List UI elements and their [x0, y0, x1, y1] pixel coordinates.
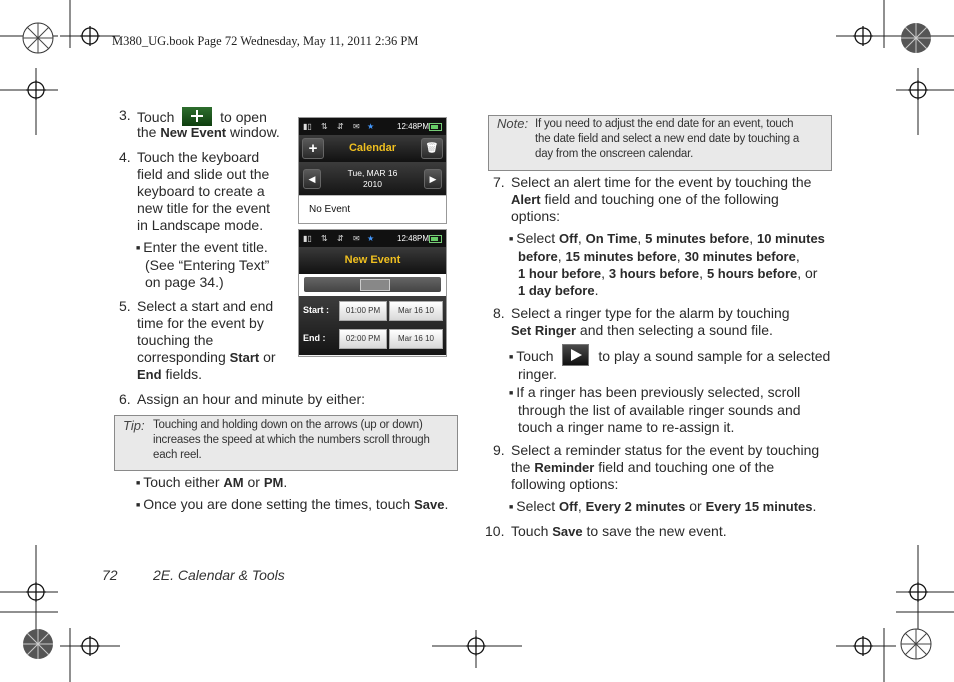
step4-text: Touch the keyboard field and slide out the keyboard to create a new title for the event in Landscape mode.: [137, 149, 271, 233]
screen-title: Calendar: [348, 142, 397, 154]
signal-icon: ▮▯: [303, 122, 312, 131]
bullet-save: ■ Once you are done setting the times, touch Save.: [136, 496, 449, 512]
running-head: M380_UG.book Page 72 Wednesday, May 11, 2011 2:36 PM: [112, 34, 419, 48]
add-event-button[interactable]: +: [302, 138, 324, 159]
tip-box: [114, 415, 458, 471]
selected-date: Tue, MAR 16 2010: [347, 168, 398, 189]
step8-text: Select a ringer type for the alarm by touching Set Ringer and then selecting a sound file.: [511, 305, 790, 338]
battery-icon: [429, 123, 442, 131]
message-icon: ✉: [353, 234, 360, 243]
screen-title: New Event: [299, 247, 446, 274]
calendar-screenshot: [298, 117, 447, 224]
section-title: 2E. Calendar & Tools: [153, 567, 285, 583]
event-item: No Event: [309, 204, 351, 215]
network-icon: ⇅: [321, 234, 328, 243]
start-label: Start :: [303, 305, 330, 315]
step-number: 5.: [119, 298, 131, 314]
clock: 12:48PM: [397, 122, 430, 131]
step3-line2: the New Event window.: [137, 124, 280, 140]
step4-bullet: ■ Enter the event title. (See “Entering Text” on page 34.): [136, 239, 270, 290]
status-bar: [299, 118, 446, 135]
note-box: [488, 115, 832, 171]
trash-icon[interactable]: 🗑: [421, 138, 443, 159]
step-number: 9.: [493, 442, 505, 458]
calendar-title-bar: [299, 135, 446, 162]
tip-label: Tip:: [123, 418, 145, 433]
note-text: If you need to adjust the end date for an event, touch the date field and select a new end date by touching a day from the onscreen calendar.: [535, 118, 800, 160]
data-icon: ⇵: [337, 122, 344, 131]
battery-icon: [429, 235, 442, 243]
data-icon: ⇵: [337, 234, 344, 243]
keyboard-icon: [360, 279, 390, 291]
new-event-screenshot: [298, 229, 447, 357]
bullet-am-pm: ■ Touch either AM or PM.: [136, 474, 288, 490]
prev-day-button[interactable]: ◀: [303, 169, 321, 189]
step7-bullet: ■ Select Off, On Time, 5 minutes before, 10 minutes before, 15 minutes before, 30 minutes before, 1 hour before, 3 hours before, 5 hours before, or 1 day before.: [509, 230, 825, 298]
end-date-field[interactable]: Mar 16 10: [389, 329, 443, 349]
network-icon: ⇅: [321, 122, 328, 131]
step-number: 4.: [119, 149, 131, 165]
date-navigator: [299, 162, 446, 195]
step-number: 10.: [485, 523, 505, 539]
step7-text: Select an alert time for the event by touching the Alert field and touching one of the following options:: [511, 174, 812, 224]
keyboard-field[interactable]: [304, 277, 441, 292]
note-label: Note:: [497, 116, 529, 131]
signal-icon: ▮▯: [303, 234, 312, 243]
bluetooth-icon: ★: [367, 234, 375, 243]
step9-text: Select a reminder status for the event by touching the Reminder field and touching one of the following options:: [511, 442, 820, 492]
tip-text: Touching and holding down on the arrows (up or down) increases the speed at which the numbers scroll through each reel.: [153, 419, 430, 461]
title-input-row: [299, 274, 446, 296]
message-icon: ✉: [353, 122, 360, 131]
start-time-field[interactable]: 01:00 PM: [339, 301, 387, 321]
page-number: 72: [102, 567, 118, 583]
step8-bullet-scroll: ■ If a ringer has been previously selected, scroll through the list of available ringer sounds and touch a ringer name to re-assign it.: [509, 384, 801, 435]
start-date-field[interactable]: Mar 16 10: [389, 301, 443, 321]
step-number: 7.: [493, 174, 505, 190]
step3-line1: Touch to open: [137, 109, 267, 125]
end-label: End :: [303, 333, 326, 343]
end-time-field[interactable]: 02:00 PM: [339, 329, 387, 349]
step8-bullet-play: ■ Touch to play a sound sample for a selected ringer.: [509, 344, 830, 383]
step-number: 6.: [119, 391, 131, 407]
step-number: 8.: [493, 305, 505, 321]
step9-bullet: ■ Select Off, Every 2 minutes or Every 15 minutes.: [509, 498, 817, 514]
time-fields: [299, 296, 446, 355]
clock: 12:48PM: [397, 234, 430, 243]
step5-text: Select a start and end time for the event by touching the corresponding Start or End fields.: [137, 298, 276, 382]
step-number: 3.: [119, 107, 131, 123]
step10-text: Touch Save to save the new event.: [511, 523, 727, 539]
step6-text: Assign an hour and minute by either:: [137, 391, 366, 407]
next-day-button[interactable]: ▶: [424, 169, 442, 189]
bluetooth-icon: ★: [367, 122, 375, 131]
play-button-icon: [562, 344, 589, 366]
status-bar: [299, 230, 446, 247]
event-list[interactable]: [299, 195, 446, 224]
